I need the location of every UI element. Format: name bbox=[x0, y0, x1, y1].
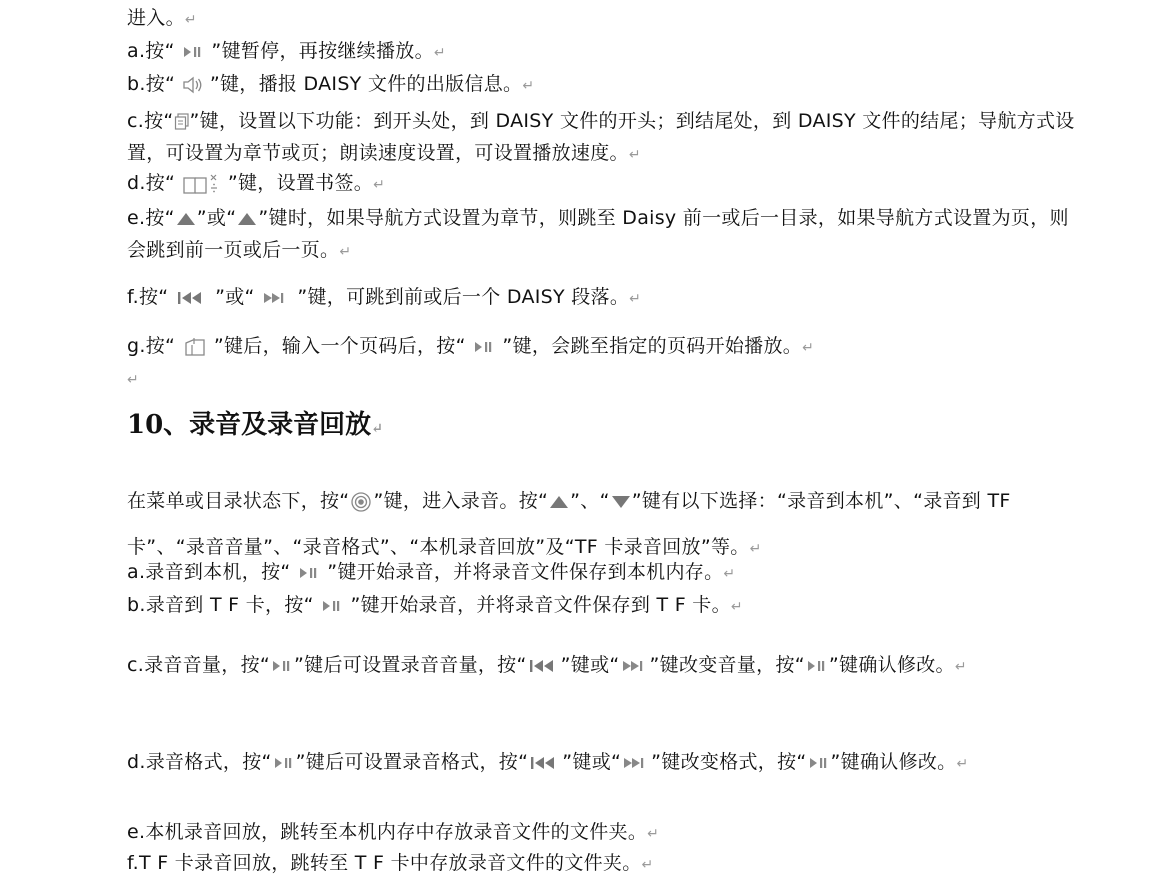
up-triangle-icon bbox=[548, 494, 570, 510]
paragraph-mark-icon: ↵ bbox=[373, 177, 386, 193]
daisy-item-a: a.按“ ”键暂停，再按继续播放。↵ bbox=[127, 40, 446, 62]
play-pause-icon bbox=[181, 44, 205, 60]
record-button-icon bbox=[349, 491, 373, 513]
play-pause-icon bbox=[320, 598, 344, 614]
paragraph-mark-icon: ↵ bbox=[628, 147, 641, 163]
previous-icon bbox=[527, 658, 561, 674]
daisy-item-f: f.按“ ”或“ ”键，可跳到前或后一个 DAISY 段落。↵ bbox=[127, 286, 642, 308]
paragraph-mark-icon: ↵ bbox=[647, 826, 660, 842]
record-intro-paragraph: 在菜单或目录状态下，按“ ”键，进入录音。按“ ”、“ ”键有以下选择：“录音到本机”、“录音到 TF 卡”、“录音音量”、“录音格式”、“本机录音回放”及“TF 卡录音回放”等。↵ bbox=[127, 490, 1011, 558]
paragraph-mark-icon: ↵ bbox=[730, 599, 743, 615]
daisy-item-c: c.按“ ”键，设置以下功能：到开头处，到 DAISY 文件的开头；到结尾处，到 DAISY 文件的结尾；导航方式设置，可设置为章节或页；朗读速度设置，可设置播放速度。↵ bbox=[127, 110, 1075, 164]
empty-paragraph bbox=[127, 366, 1077, 392]
paragraph-mark-icon: ↵ bbox=[629, 291, 642, 307]
next-icon bbox=[261, 290, 291, 306]
paragraph-mark-icon: ↵ bbox=[723, 566, 736, 582]
previous-icon bbox=[528, 755, 562, 771]
bookmark-book-icon bbox=[182, 173, 222, 195]
record-item-c: c.录音音量，按“ ”键后可设置录音音量，按“ ”键或“ ”键改变音量，按“ ”键确认修改。↵ bbox=[127, 654, 967, 676]
paragraph-mark-icon: ↵ bbox=[184, 12, 197, 28]
paragraph-mark-icon: ↵ bbox=[371, 421, 383, 437]
record-item-b: b.录音到 T F 卡，按“ ”键开始录音，并将录音文件保存到 T F 卡。↵ bbox=[127, 594, 743, 616]
record-item-a: a.录音到本机，按“ ”键开始录音，并将录音文件保存到本机内存。↵ bbox=[127, 561, 736, 583]
paragraph-mark-icon: ↵ bbox=[954, 659, 967, 675]
play-pause-icon bbox=[270, 658, 294, 674]
paragraph-mark-icon: ↵ bbox=[749, 541, 762, 557]
daisy-item-d: d.按“ ”键，设置书签。↵ bbox=[127, 172, 386, 194]
paragraph-mark-icon: ↵ bbox=[802, 340, 815, 356]
record-item-e: e.本机录音回放，跳转至本机内存中存放录音文件的文件夹。↵ bbox=[127, 821, 660, 843]
page-jump-icon bbox=[182, 337, 208, 357]
daisy-item-e: e.按“ ”或“ ”键时，如果导航方式设置为章节，则跳至 Daisy 前一或后一目录，如果导航方式设置为页，则会跳到前一页或后一页。↵ bbox=[127, 207, 1069, 261]
play-pause-icon bbox=[805, 658, 829, 674]
paragraph-mark-icon: ↵ bbox=[522, 78, 535, 94]
menu-page-icon bbox=[174, 113, 190, 131]
record-item-d: d.录音格式，按“ ”键后可设置录音格式，按“ ”键或“ ”键改变格式，按“ ”键确认修改。↵ bbox=[127, 751, 969, 773]
speaker-icon bbox=[182, 76, 204, 94]
previous-icon bbox=[175, 290, 209, 306]
paragraph-mark-icon: ↵ bbox=[339, 244, 352, 260]
down-triangle-icon bbox=[610, 494, 632, 510]
play-pause-icon bbox=[472, 339, 496, 355]
up-triangle-icon bbox=[236, 211, 258, 227]
paragraph-mark-icon: ↵ bbox=[127, 372, 140, 388]
play-pause-icon bbox=[297, 565, 321, 581]
record-item-f: f.T F 卡录音回放，跳转至 T F 卡中存放录音文件的文件夹。↵ bbox=[127, 852, 654, 874]
section-heading: 10、录音及录音回放↵ bbox=[127, 410, 383, 440]
next-icon bbox=[621, 755, 651, 771]
paragraph-mark-icon: ↵ bbox=[433, 45, 446, 61]
daisy-item-g: g.按“ ”键后，输入一个页码后，按“ ”键，会跳至指定的页码开始播放。↵ bbox=[127, 335, 815, 357]
play-pause-icon bbox=[272, 755, 296, 771]
next-icon bbox=[620, 658, 650, 674]
paragraph-intro-tail: 进入。↵ bbox=[127, 7, 197, 29]
paragraph-mark-icon: ↵ bbox=[641, 857, 654, 873]
up-triangle-icon bbox=[175, 211, 197, 227]
paragraph-mark-icon: ↵ bbox=[956, 756, 969, 772]
daisy-item-b: b.按“ ”键，播报 DAISY 文件的出版信息。↵ bbox=[127, 73, 535, 95]
play-pause-icon bbox=[807, 755, 831, 771]
